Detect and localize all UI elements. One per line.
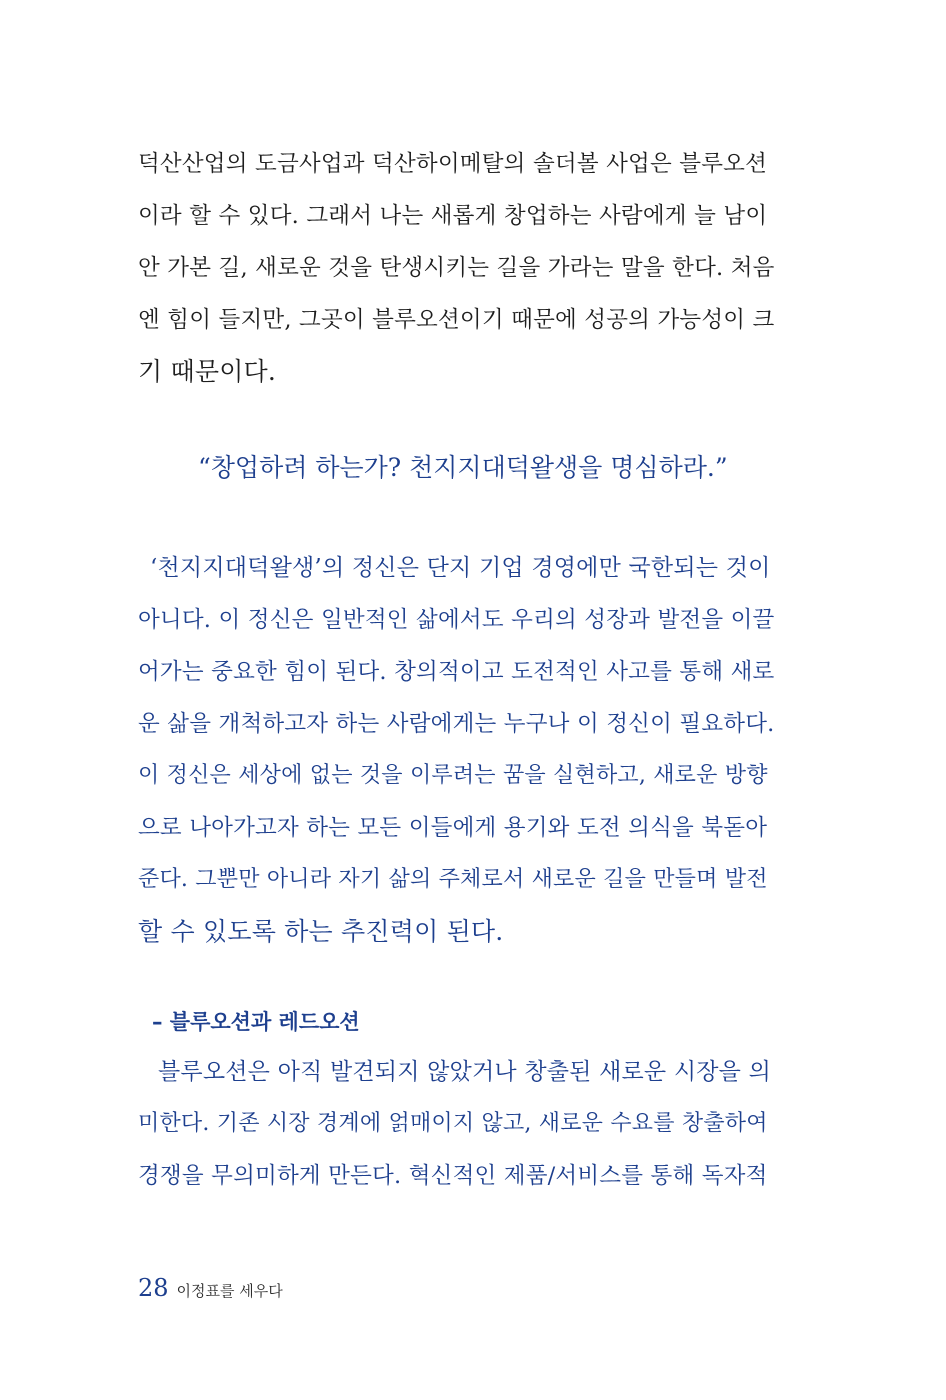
running-title: 이정표를 세우다: [176, 1282, 283, 1300]
text-line: 아니다. 이 정신은 일반적인 삶에서도 우리의 성장과 발전을 이끌: [138, 607, 775, 633]
text-line: 기 때문이다.: [138, 357, 277, 386]
text-line: 경쟁을 무의미하게 만든다. 혁신적인 제품/서비스를 통해 독자적: [138, 1163, 768, 1189]
text-line: 운 삶을 개척하고자 하는 사람에게는 누구나 이 정신이 필요하다.: [138, 711, 775, 737]
page-number: 28: [138, 1274, 169, 1302]
pull-quote: “창업하려 하는가? 천지지대덕왈생을 명심하라.”: [198, 453, 728, 482]
text-line: 이라 할 수 있다. 그래서 나는 새롭게 창업하는 사람에게 늘 남이: [138, 203, 768, 229]
section-heading: – 블루오션과 레드오션: [152, 1010, 360, 1034]
text-line: 할 수 있도록 하는 추진력이 된다.: [138, 917, 504, 946]
text-line: 덕산산업의 도금사업과 덕산하이메탈의 솔더볼 사업은 블루오션: [138, 151, 768, 177]
text-line: 어가는 중요한 힘이 된다. 창의적이고 도전적인 사고를 통해 새로: [138, 659, 775, 685]
paragraph-black-text: [138, 138, 778, 398]
text-line: 엔 힘이 들지만, 그곳이 블루오션이기 때문에 성공의 가능성이 크: [138, 307, 775, 333]
paragraph-blue-text: [138, 1046, 778, 1202]
text-line: 안 가본 길, 새로운 것을 탄생시키는 길을 가라는 말을 한다. 처음: [138, 255, 775, 281]
text-line: 블루오션은 아직 발견되지 않았거나 창출된 새로운 시장을 의: [158, 1059, 772, 1085]
text-line: 미한다. 기존 시장 경계에 얽매이지 않고, 새로운 수요를 창출하여: [138, 1111, 768, 1136]
page-footer: [138, 1274, 283, 1310]
text-line: 이 정신은 세상에 없는 것을 이루려는 꿈을 실현하고, 새로운 방향: [138, 763, 768, 788]
text-line: 준다. 그뿐만 아니라 자기 삶의 주체로서 새로운 길을 만들며 발전: [138, 867, 768, 892]
paragraph-blue-text: [138, 542, 778, 958]
text-line: ‘천지지대덕왈생’의 정신은 단지 기업 경영에만 국한되는 것이: [150, 555, 771, 581]
text-line: 으로 나아가고자 하는 모든 이들에게 용기와 도전 의식을 북돋아: [138, 815, 768, 841]
